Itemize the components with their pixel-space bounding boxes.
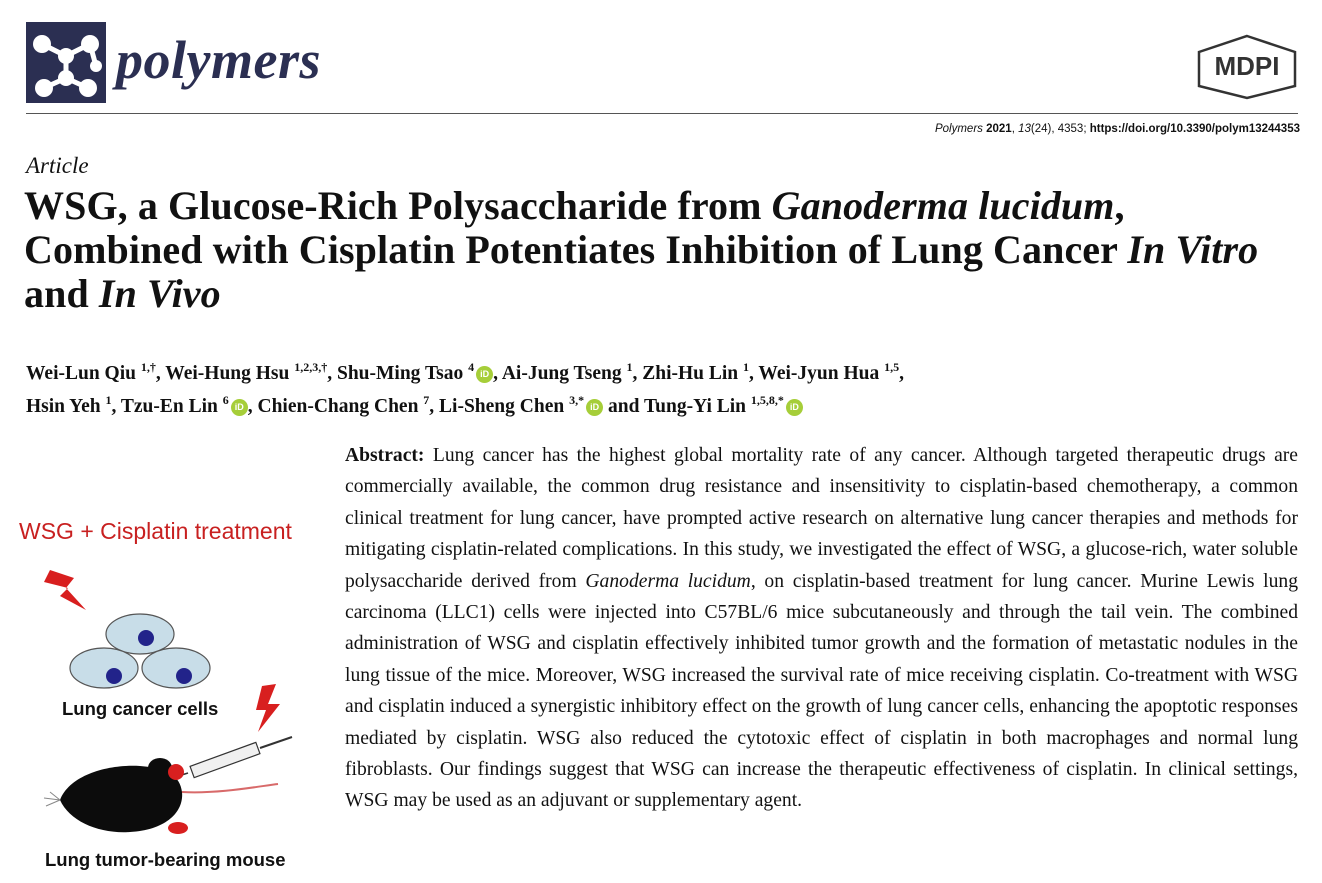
- author-affiliation: 6: [222, 393, 229, 407]
- author-affiliation: 1: [626, 360, 633, 374]
- author-name: Tzu-En Lin: [120, 396, 223, 417]
- abstract-text: Lung cancer has the highest global mortality rate of any cancer. Although targeted therapeutic drugs are commercially available, the common drug resistance and insensitivity to cisplatin-based chemotherapy, a common clinical treatment for lung cancer, have prompted active research on alternative lung cancer therapies and methods for mitigating cisplatin-related complications. In this study, we investigated the effect of WSG, a glucose-rich, water soluble polysaccharide derived from: [345, 445, 1298, 592]
- orcid-icon[interactable]: iD: [231, 399, 248, 416]
- article-type: Article: [26, 153, 89, 178]
- author-separator: ,: [155, 363, 166, 384]
- abstract: [345, 440, 1298, 817]
- author-name: Wei-Lun Qiu: [26, 363, 141, 384]
- molecule-icon: [26, 22, 106, 103]
- citation-line: Polymers 2021, 13(24), 4353; https://doi.org/10.3390/polym13244353: [934, 123, 1300, 135]
- author-affiliation: 4: [468, 360, 475, 374]
- mdpi-logo-text: MDPI: [1214, 51, 1280, 81]
- author-name: Ai-Jung Tseng: [501, 363, 627, 384]
- orcid-icon[interactable]: iD: [786, 399, 803, 416]
- author-separator: ,: [493, 363, 502, 384]
- author-name: Hsin Yeh: [26, 396, 106, 417]
- cancer-cells-icon: [70, 614, 210, 688]
- author-name: Tung-Yi Lin: [643, 396, 751, 417]
- author-affiliation: 1,5: [884, 360, 900, 374]
- abstract-label: Abstract:: [345, 445, 425, 466]
- citation-year: 2021: [986, 123, 1012, 135]
- author-name: Li-Sheng Chen: [439, 396, 570, 417]
- citation-article-number: , 4353;: [1051, 123, 1090, 135]
- author-separator: ,: [327, 363, 337, 384]
- citation-volume: 13: [1018, 123, 1031, 135]
- author-affiliation: 1,2,3,†: [294, 360, 328, 374]
- abstract-text-cont: , on cisplatin-based treatment for lung cancer. Murine Lewis lung carcinoma (LLC1) cells were injected into C57BL/6 mice subcutaneously and through the tail vein. The combined administration of WSG and cisplatin effectively inhibited tumor growth and the formation of metastatic nodules in the lung tissue of the mice. Moreover, WSG increased the survival rate of mice receiving cisplatin. Co-treatment with WSG and cisplatin induced a synergistic inhibitory effect on the growth of lung cancer cells, enhancing the apoptotic responses mediated by cisplatin. WSG also reduced the cytotoxic effect of cisplatin in both macrophages and normal lung fibroblasts. Our findings suggest that WSG can increase the therapeutic effectiveness of cisplatin. In clinical settings, WSG may be used as an adjuvant or supplementary agent.: [345, 570, 1298, 812]
- mouse-icon: [44, 758, 278, 834]
- lightning-bolt-icon: [44, 570, 86, 610]
- author-separator: ,: [749, 363, 759, 384]
- author-affiliation: 1,†: [140, 360, 156, 374]
- cells-label: Lung cancer cells: [62, 698, 219, 719]
- author-affiliation: 1: [743, 360, 750, 374]
- mouse-label: Lung tumor-bearing mouse: [45, 849, 286, 870]
- author-affiliation: 3,*: [569, 393, 585, 407]
- abstract-species: Ganoderma lucidum: [585, 570, 751, 592]
- author-affiliation: 1,5,8,*: [750, 393, 784, 407]
- journal-logo: [26, 22, 106, 103]
- author-separator: ,: [247, 396, 258, 417]
- author-separator: ,: [899, 363, 904, 384]
- author-separator: ,: [111, 396, 121, 417]
- author-name: Zhi-Hu Lin: [642, 363, 744, 384]
- author-separator: ,: [632, 363, 643, 384]
- author-name: Chien-Chang Chen: [257, 396, 424, 417]
- author-name: Wei-Hung Hsu: [165, 363, 295, 384]
- orcid-icon[interactable]: iD: [586, 399, 603, 416]
- author-separator: ,: [429, 396, 440, 417]
- article-title: WSG, a Glucose-Rich Polysaccharide from Ganoderma lucidum, Combined with Cisplatin Potentiates Inhibition of Lung Cancer In Vitro and In Vivo: [24, 183, 1259, 316]
- journal-name: polymers: [116, 30, 321, 90]
- author-name: Wei-Jyun Hua: [758, 363, 885, 384]
- mdpi-logo: [1195, 34, 1299, 100]
- author-affiliation: 1: [105, 393, 112, 407]
- header-divider: [26, 113, 1298, 114]
- doi-link[interactable]: https://doi.org/10.3390/polym13244353: [1089, 123, 1300, 135]
- lightning-bolt-icon: [256, 684, 280, 732]
- graphical-abstract-caption: WSG + Cisplatin treatment: [19, 518, 292, 544]
- author-separator: and: [603, 396, 644, 417]
- author-affiliation: 7: [423, 393, 430, 407]
- author-name: Shu-Ming Tsao: [336, 363, 469, 384]
- citation-issue: (24): [1030, 123, 1052, 135]
- syringe-icon: [172, 737, 292, 778]
- citation-journal: Polymers: [934, 123, 983, 135]
- author-list: [26, 357, 1306, 423]
- orcid-icon[interactable]: iD: [476, 366, 493, 383]
